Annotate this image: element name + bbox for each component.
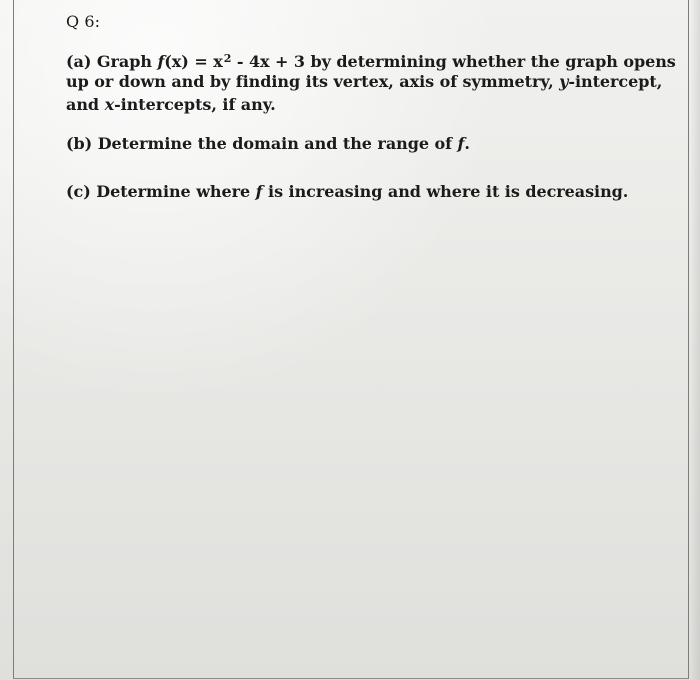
part-b xyxy=(66,134,670,154)
function-expression: (x) = x xyxy=(164,52,223,71)
exponent: 2 xyxy=(223,52,232,65)
part-b-prefix: (b) Determine the domain and the range of xyxy=(66,134,458,153)
part-a-line-3-suffix: -intercepts, if any. xyxy=(114,95,276,114)
part-b-function-symbol: f xyxy=(457,134,465,153)
part-c-suffix: is increasing and where it is decreasing. xyxy=(262,182,629,201)
part-b-suffix: . xyxy=(464,134,470,153)
x-variable: x xyxy=(104,95,115,114)
part-a-line-3-prefix: and xyxy=(66,95,105,114)
function-symbol: f xyxy=(157,52,165,71)
question-label: Q 6: xyxy=(66,12,101,31)
part-a-line-2-prefix: up or down and by finding its vertex, axis of symmetry, xyxy=(66,72,560,91)
page-shadow xyxy=(690,0,700,680)
y-variable: y xyxy=(559,72,569,91)
part-c-prefix: (c) Determine where xyxy=(66,182,256,201)
part-a-line-2-suffix: -intercept, xyxy=(568,72,663,91)
part-a-line-2 xyxy=(66,72,670,92)
part-a-line-3 xyxy=(66,95,670,115)
part-c xyxy=(66,182,670,202)
part-a-line-1 xyxy=(66,49,676,72)
part-a-line-1-suffix: - 4x + 3 by determining whether the graph opens xyxy=(231,52,676,71)
part-a-line-1-prefix: (a) Graph xyxy=(66,52,158,71)
part-c-function-symbol: f xyxy=(255,182,263,201)
